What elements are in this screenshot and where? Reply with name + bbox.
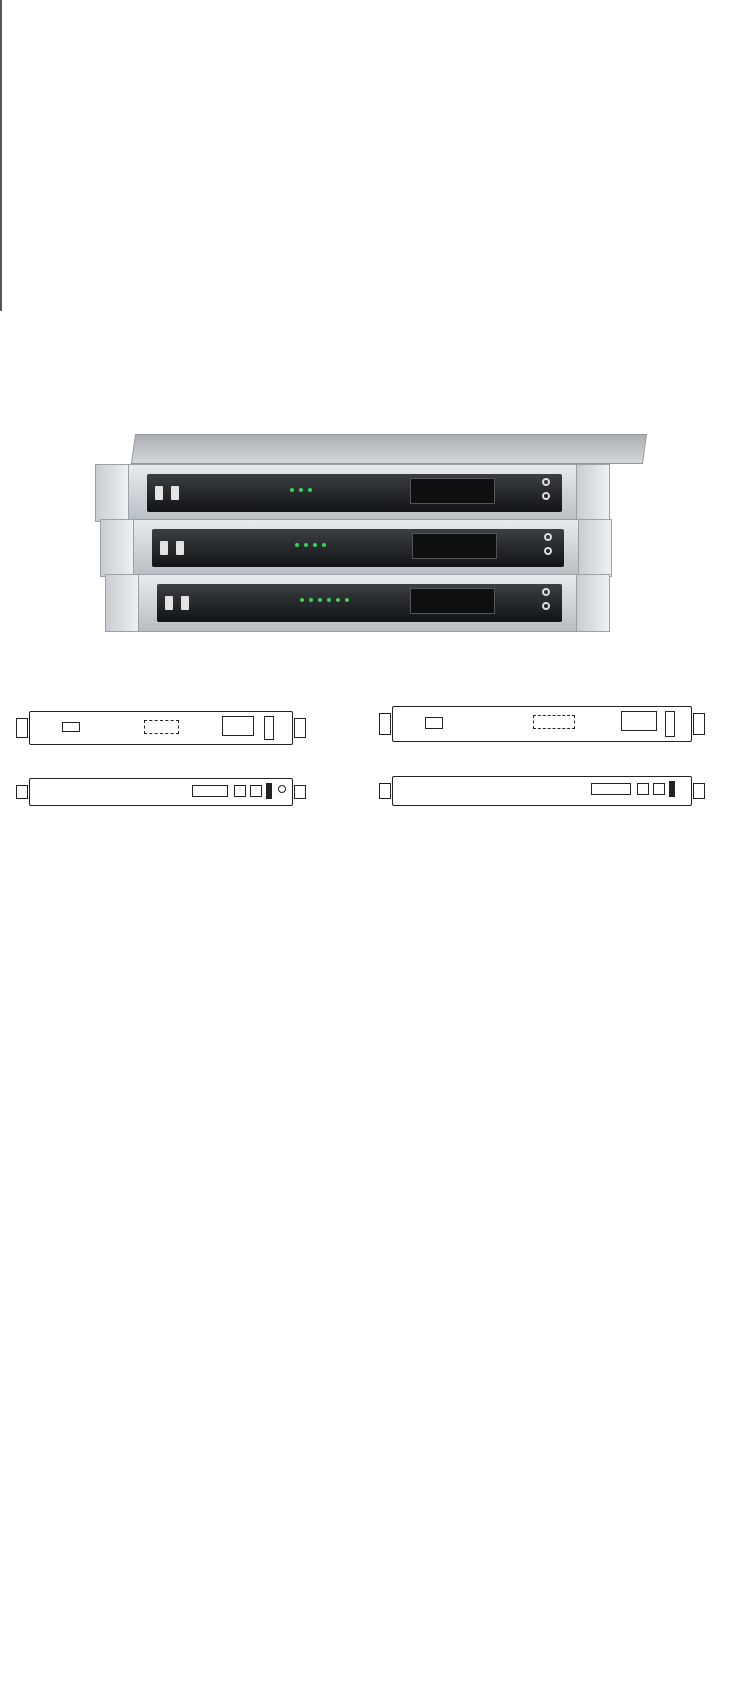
left-border-rule [0, 0, 2, 311]
front-panel-drawing-zh [392, 706, 692, 742]
gateway-unit-2 [100, 519, 612, 577]
status-leds [295, 543, 326, 547]
lcd-screen [410, 588, 495, 614]
status-leds [300, 598, 349, 602]
port-diagrams [0, 668, 750, 848]
lcd-screen [412, 533, 497, 559]
lcd-screen [410, 478, 495, 504]
rear-panel-drawing-zh [392, 776, 692, 806]
gateway-unit-1 [95, 464, 610, 522]
chassis-lid [131, 434, 647, 464]
product-photo [95, 434, 661, 639]
front-panel-drawing-es [29, 711, 293, 745]
gateway-unit-3 [105, 574, 610, 632]
status-leds [290, 488, 312, 492]
rear-panel-drawing-es [29, 778, 293, 806]
